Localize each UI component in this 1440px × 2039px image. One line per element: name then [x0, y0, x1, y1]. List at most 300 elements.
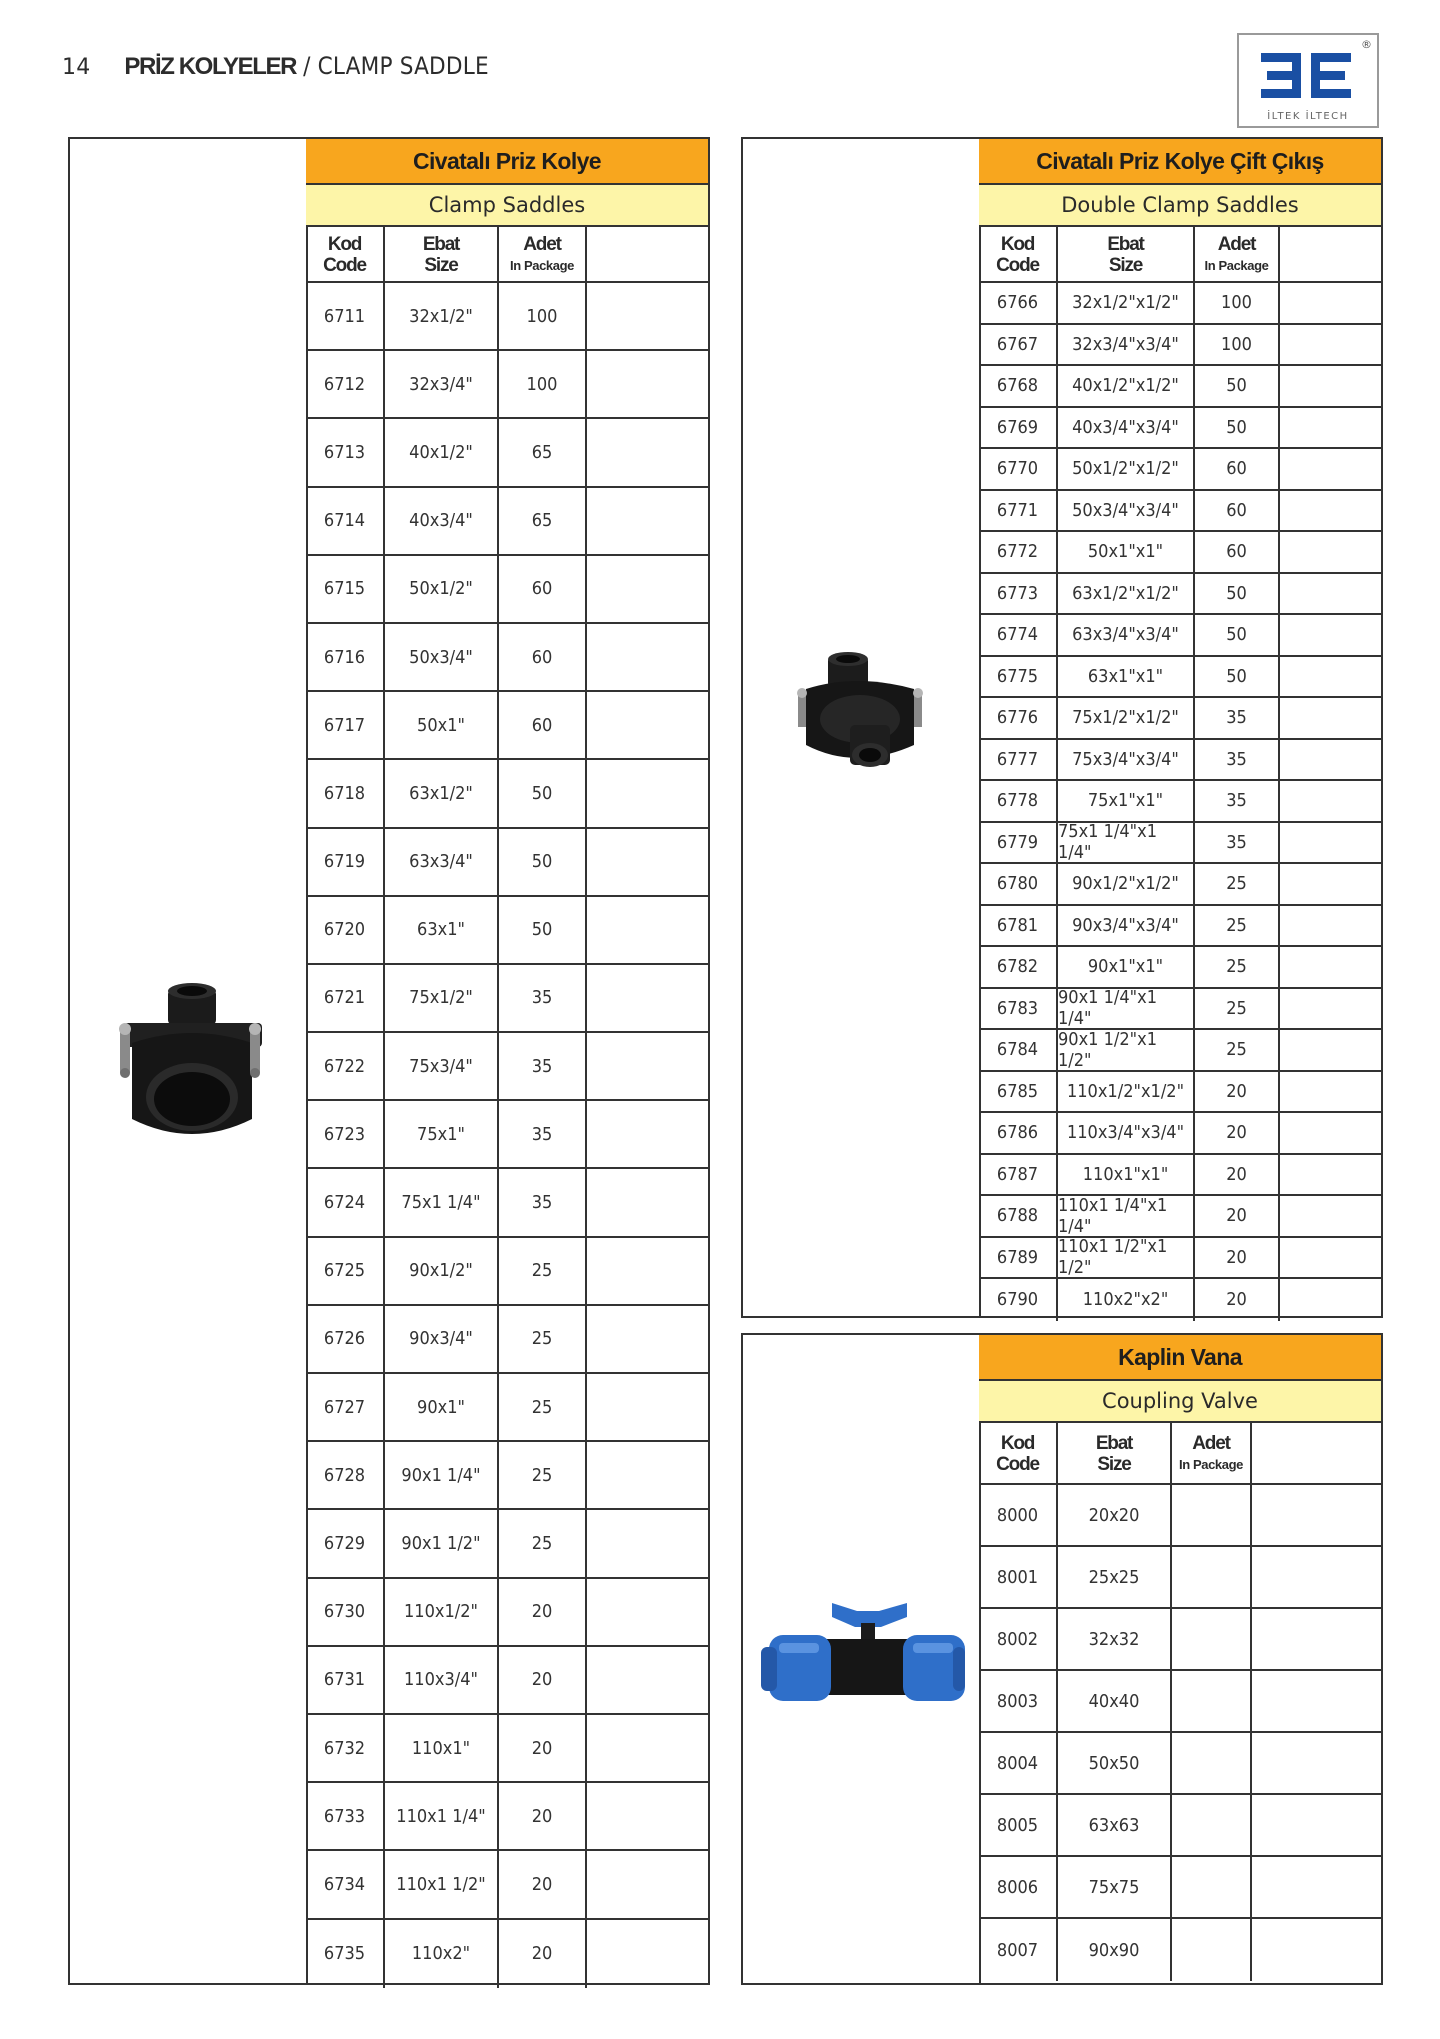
code-cell: 6734: [306, 1851, 385, 1917]
table-row: [979, 781, 1381, 823]
table-row: [306, 488, 708, 556]
qty-cell: [1172, 1547, 1252, 1607]
qty-cell: 100: [499, 351, 587, 417]
size-cell: 75x1 1/4": [385, 1169, 499, 1235]
code-cell: 6786: [979, 1113, 1058, 1153]
column-header-row: [979, 1423, 1381, 1485]
qty-cell: 20: [1195, 1072, 1280, 1112]
header-code: Kod Code: [306, 227, 385, 281]
qty-cell: 50: [499, 760, 587, 826]
code-cell: 6784: [979, 1030, 1058, 1070]
code-cell: 6778: [979, 781, 1058, 821]
code-cell: 6766: [979, 283, 1058, 323]
double-clamp-saddles-rows: [979, 283, 1381, 1321]
qty-cell: 50: [1195, 408, 1280, 448]
size-cell: 63x63: [1058, 1795, 1172, 1855]
size-cell: 40x40: [1058, 1671, 1172, 1731]
qty-cell: 60: [499, 624, 587, 690]
table-row: [306, 1647, 708, 1715]
qty-cell: 25: [1195, 864, 1280, 904]
code-cell: 6773: [979, 574, 1058, 614]
code-cell: 6767: [979, 325, 1058, 365]
table-row: [306, 283, 708, 351]
size-cell: 50x3/4": [385, 624, 499, 690]
table-row: [979, 1671, 1381, 1733]
coupling-valve-table: [979, 1335, 1381, 1983]
size-cell: 75x3/4"x3/4": [1058, 740, 1195, 780]
product-image-cell: [743, 1335, 981, 1983]
qty-cell: 50: [1195, 657, 1280, 697]
blank-cell: [1280, 1196, 1381, 1236]
size-cell: 63x1"x1": [1058, 657, 1195, 697]
table-row: [306, 1374, 708, 1442]
qty-cell: 35: [1195, 740, 1280, 780]
qty-cell: 100: [1195, 325, 1280, 365]
table-row: [979, 1857, 1381, 1919]
size-cell: 50x1/2"x1/2": [1058, 449, 1195, 489]
table-row: [979, 532, 1381, 574]
table-title: Civatalı Priz Kolye Çift Çıkış: [979, 139, 1381, 185]
blank-cell: [587, 1579, 708, 1645]
size-cell: 50x1/2": [385, 556, 499, 622]
blank-cell: [587, 1715, 708, 1781]
table-row: [979, 491, 1381, 533]
size-cell: 63x1/2"x1/2": [1058, 574, 1195, 614]
blank-cell: [1252, 1919, 1381, 1981]
table-row: [306, 897, 708, 965]
blank-cell: [1280, 325, 1381, 365]
code-cell: 6788: [979, 1196, 1058, 1236]
blank-cell: [1252, 1547, 1381, 1607]
size-cell: 63x1": [385, 897, 499, 963]
blank-cell: [1280, 1279, 1381, 1321]
table-row: [979, 947, 1381, 989]
page-header: [62, 52, 489, 81]
code-cell: 6732: [306, 1715, 385, 1781]
qty-cell: 35: [1195, 781, 1280, 821]
blank-cell: [587, 556, 708, 622]
table-row: [979, 1733, 1381, 1795]
size-cell: 32x32: [1058, 1609, 1172, 1669]
blank-cell: [587, 1851, 708, 1917]
section-title-en: CLAMP SADDLE: [317, 52, 489, 80]
table-row: [306, 692, 708, 760]
blank-cell: [587, 1647, 708, 1713]
blank-cell: [1280, 574, 1381, 614]
qty-cell: 65: [499, 419, 587, 485]
qty-cell: 35: [499, 1101, 587, 1167]
double-clamp-saddles-table: [979, 139, 1381, 1316]
blank-cell: [587, 1033, 708, 1099]
table-row: [306, 419, 708, 487]
table-row: [306, 1783, 708, 1851]
code-cell: 8002: [979, 1609, 1058, 1669]
qty-cell: 60: [499, 692, 587, 758]
blank-cell: [1280, 408, 1381, 448]
qty-cell: [1172, 1733, 1252, 1793]
qty-cell: 25: [499, 1374, 587, 1440]
blank-cell: [1280, 1030, 1381, 1070]
iltek-logo: [1237, 33, 1379, 128]
blank-cell: [1280, 1238, 1381, 1278]
blank-cell: [1280, 1113, 1381, 1153]
qty-cell: 25: [1195, 989, 1280, 1029]
code-cell: 6781: [979, 906, 1058, 946]
blank-cell: [1280, 740, 1381, 780]
blank-cell: [1252, 1671, 1381, 1731]
qty-cell: 65: [499, 488, 587, 554]
size-cell: 90x1 1/4"x1 1/4": [1058, 989, 1195, 1029]
qty-cell: [1172, 1857, 1252, 1917]
blank-cell: [587, 897, 708, 963]
qty-cell: 60: [1195, 532, 1280, 572]
coupling-valve-rows: [979, 1485, 1381, 1981]
table-row: [979, 1196, 1381, 1238]
size-cell: 40x1/2": [385, 419, 499, 485]
size-cell: 75x1"x1": [1058, 781, 1195, 821]
size-cell: 32x1/2"x1/2": [1058, 283, 1195, 323]
blank-cell: [587, 624, 708, 690]
logo-subtext: İLTEK İLTECH: [1267, 111, 1349, 122]
qty-cell: 20: [1195, 1238, 1280, 1278]
clamp-saddles-rows: [306, 283, 708, 1988]
qty-cell: 25: [1195, 1030, 1280, 1070]
size-cell: 40x3/4"x3/4": [1058, 408, 1195, 448]
registered-mark: ®: [1361, 38, 1372, 51]
code-cell: 6729: [306, 1510, 385, 1576]
table-row: [306, 1101, 708, 1169]
size-cell: 75x1/2"x1/2": [1058, 698, 1195, 738]
table-row: [306, 1442, 708, 1510]
blank-cell: [587, 351, 708, 417]
table-row: [979, 1030, 1381, 1072]
code-cell: 6771: [979, 491, 1058, 531]
code-cell: 6722: [306, 1033, 385, 1099]
table-row: [979, 906, 1381, 948]
size-cell: 110x1 1/4"x1 1/4": [1058, 1196, 1195, 1236]
qty-cell: 20: [499, 1783, 587, 1849]
blank-cell: [587, 1510, 708, 1576]
table-row: [979, 449, 1381, 491]
code-cell: 6712: [306, 351, 385, 417]
code-cell: 6714: [306, 488, 385, 554]
qty-cell: 20: [499, 1715, 587, 1781]
blank-cell: [1252, 1609, 1381, 1669]
code-cell: 6769: [979, 408, 1058, 448]
code-cell: 6789: [979, 1238, 1058, 1278]
size-cell: 63x3/4"x3/4": [1058, 615, 1195, 655]
product-image-cell: [70, 139, 308, 1983]
table-subtitle: Coupling Valve: [979, 1381, 1381, 1423]
table-row: [306, 829, 708, 897]
size-cell: 32x3/4": [385, 351, 499, 417]
header-size: Ebat Size: [1058, 227, 1195, 281]
qty-cell: 100: [1195, 283, 1280, 323]
size-cell: 20x20: [1058, 1485, 1172, 1545]
table-subtitle: Clamp Saddles: [306, 185, 708, 227]
header-blank: [1280, 227, 1381, 281]
code-cell: 6779: [979, 823, 1058, 863]
qty-cell: 25: [499, 1510, 587, 1576]
size-cell: 90x90: [1058, 1919, 1172, 1981]
size-cell: 25x25: [1058, 1547, 1172, 1607]
blank-cell: [1280, 947, 1381, 987]
qty-cell: [1172, 1795, 1252, 1855]
table-row: [306, 760, 708, 828]
size-cell: 110x3/4": [385, 1647, 499, 1713]
qty-cell: 35: [1195, 698, 1280, 738]
table-row: [979, 1485, 1381, 1547]
double-clamp-saddles-panel: [741, 137, 1383, 1318]
blank-cell: [587, 829, 708, 895]
size-cell: 110x2"x2": [1058, 1279, 1195, 1321]
size-cell: 110x1": [385, 1715, 499, 1781]
table-row: [979, 657, 1381, 699]
code-cell: 6725: [306, 1238, 385, 1304]
blank-cell: [1280, 864, 1381, 904]
table-row: [979, 864, 1381, 906]
size-cell: 90x1"x1": [1058, 947, 1195, 987]
header-qty: Adet In Package: [1172, 1423, 1252, 1483]
table-row: [306, 1851, 708, 1919]
table-row: [979, 325, 1381, 367]
size-cell: 40x3/4": [385, 488, 499, 554]
table-row: [306, 1238, 708, 1306]
qty-cell: 25: [1195, 947, 1280, 987]
size-cell: 90x1": [385, 1374, 499, 1440]
blank-cell: [587, 1169, 708, 1235]
qty-cell: 20: [499, 1647, 587, 1713]
table-row: [979, 1155, 1381, 1197]
qty-cell: 60: [1195, 449, 1280, 489]
clamp-saddles-table: [306, 139, 708, 1983]
blank-cell: [1280, 449, 1381, 489]
blank-cell: [587, 1442, 708, 1508]
code-cell: 6776: [979, 698, 1058, 738]
qty-cell: 35: [499, 1033, 587, 1099]
qty-cell: 25: [499, 1306, 587, 1372]
qty-cell: [1172, 1671, 1252, 1731]
size-cell: 90x1/2": [385, 1238, 499, 1304]
iltek-logo-mark: [1239, 39, 1379, 109]
code-cell: 6715: [306, 556, 385, 622]
size-cell: 90x3/4": [385, 1306, 499, 1372]
blank-cell: [1280, 366, 1381, 406]
qty-cell: 20: [499, 1851, 587, 1917]
qty-cell: 20: [499, 1579, 587, 1645]
code-cell: 8006: [979, 1857, 1058, 1917]
table-row: [979, 283, 1381, 325]
size-cell: 32x1/2": [385, 283, 499, 349]
code-cell: 6777: [979, 740, 1058, 780]
code-cell: 6731: [306, 1647, 385, 1713]
size-cell: 63x3/4": [385, 829, 499, 895]
qty-cell: 20: [1195, 1113, 1280, 1153]
qty-cell: 60: [499, 556, 587, 622]
page-number: 14: [62, 55, 91, 80]
code-cell: 6733: [306, 1783, 385, 1849]
blank-cell: [1280, 1072, 1381, 1112]
blank-cell: [1252, 1857, 1381, 1917]
code-cell: 6772: [979, 532, 1058, 572]
table-row: [306, 1169, 708, 1237]
table-row: [979, 740, 1381, 782]
code-cell: 6728: [306, 1442, 385, 1508]
blank-cell: [587, 419, 708, 485]
qty-cell: 20: [1195, 1196, 1280, 1236]
table-row: [979, 574, 1381, 616]
blank-cell: [1252, 1485, 1381, 1545]
header-blank: [1252, 1423, 1381, 1483]
qty-cell: 20: [1195, 1279, 1280, 1321]
code-cell: 6775: [979, 657, 1058, 697]
code-cell: 6723: [306, 1101, 385, 1167]
qty-cell: 100: [499, 283, 587, 349]
blank-cell: [1280, 532, 1381, 572]
code-cell: 6780: [979, 864, 1058, 904]
qty-cell: 25: [1195, 906, 1280, 946]
code-cell: 6717: [306, 692, 385, 758]
qty-cell: 50: [1195, 574, 1280, 614]
blank-cell: [587, 1783, 708, 1849]
header-size: Ebat Size: [1058, 1423, 1172, 1483]
code-cell: 6790: [979, 1279, 1058, 1321]
product-image-cell: [743, 139, 981, 1316]
qty-cell: 35: [499, 1169, 587, 1235]
table-row: [306, 1510, 708, 1578]
header-code: Kod Code: [979, 227, 1058, 281]
blank-cell: [1252, 1795, 1381, 1855]
code-cell: 6768: [979, 366, 1058, 406]
qty-cell: 50: [1195, 366, 1280, 406]
table-row: [979, 1072, 1381, 1114]
coupling-valve-panel: [741, 1333, 1383, 1985]
size-cell: 50x50: [1058, 1733, 1172, 1793]
blank-cell: [1280, 781, 1381, 821]
size-cell: 90x1/2"x1/2": [1058, 864, 1195, 904]
table-row: [306, 1033, 708, 1101]
blank-cell: [587, 760, 708, 826]
size-cell: 110x1/2"x1/2": [1058, 1072, 1195, 1112]
size-cell: 90x1 1/2"x1 1/2": [1058, 1030, 1195, 1070]
size-cell: 110x1 1/2"x1 1/2": [1058, 1238, 1195, 1278]
blank-cell: [587, 283, 708, 349]
qty-cell: 25: [499, 1238, 587, 1304]
qty-cell: 20: [499, 1920, 587, 1988]
code-cell: 6721: [306, 965, 385, 1031]
title-separator: /: [296, 52, 318, 80]
code-cell: 6716: [306, 624, 385, 690]
header-code: Kod Code: [979, 1423, 1058, 1483]
code-cell: 6785: [979, 1072, 1058, 1112]
table-row: [306, 351, 708, 419]
qty-cell: 25: [499, 1442, 587, 1508]
table-row: [306, 965, 708, 1033]
coupling-valve-image: [757, 1597, 967, 1717]
blank-cell: [1280, 823, 1381, 863]
qty-cell: [1172, 1609, 1252, 1669]
code-cell: 6724: [306, 1169, 385, 1235]
table-row: [979, 1238, 1381, 1280]
blank-cell: [587, 1920, 708, 1988]
size-cell: 75x75: [1058, 1857, 1172, 1917]
qty-cell: 20: [1195, 1155, 1280, 1195]
blank-cell: [1280, 657, 1381, 697]
header-blank: [587, 227, 708, 281]
code-cell: 6719: [306, 829, 385, 895]
code-cell: 6774: [979, 615, 1058, 655]
qty-cell: 50: [499, 829, 587, 895]
code-cell: 6720: [306, 897, 385, 963]
blank-cell: [1280, 989, 1381, 1029]
header-qty: Adet In Package: [499, 227, 587, 281]
qty-cell: 35: [1195, 823, 1280, 863]
code-cell: 8007: [979, 1919, 1058, 1981]
code-cell: 6711: [306, 283, 385, 349]
table-row: [306, 1306, 708, 1374]
size-cell: 110x1"x1": [1058, 1155, 1195, 1195]
code-cell: 8003: [979, 1671, 1058, 1731]
table-row: [979, 1795, 1381, 1857]
code-cell: 6783: [979, 989, 1058, 1029]
section-title-tr: PRİZ KOLYELER: [124, 53, 297, 80]
size-cell: 110x2": [385, 1920, 499, 1988]
table-title: Civatalı Priz Kolye: [306, 139, 708, 185]
blank-cell: [1280, 1155, 1381, 1195]
size-cell: 90x1 1/4": [385, 1442, 499, 1508]
blank-cell: [1280, 491, 1381, 531]
code-cell: 8004: [979, 1733, 1058, 1793]
table-row: [306, 1579, 708, 1647]
qty-cell: 50: [499, 897, 587, 963]
size-cell: 50x1"x1": [1058, 532, 1195, 572]
blank-cell: [587, 1238, 708, 1304]
column-header-row: [306, 227, 708, 283]
size-cell: 63x1/2": [385, 760, 499, 826]
size-cell: 90x1 1/2": [385, 1510, 499, 1576]
qty-cell: 35: [499, 965, 587, 1031]
size-cell: 75x3/4": [385, 1033, 499, 1099]
table-row: [979, 1113, 1381, 1155]
blank-cell: [587, 488, 708, 554]
table-row: [979, 1609, 1381, 1671]
table-row: [306, 556, 708, 624]
size-cell: 110x3/4"x3/4": [1058, 1113, 1195, 1153]
blank-cell: [587, 692, 708, 758]
table-row: [979, 698, 1381, 740]
size-cell: 75x1/2": [385, 965, 499, 1031]
table-row: [979, 823, 1381, 865]
double-clamp-saddle-image: [788, 649, 938, 779]
blank-cell: [587, 1101, 708, 1167]
code-cell: 8005: [979, 1795, 1058, 1855]
blank-cell: [587, 965, 708, 1031]
table-row: [306, 1920, 708, 1988]
blank-cell: [1280, 283, 1381, 323]
blank-cell: [587, 1306, 708, 1372]
table-row: [979, 615, 1381, 657]
table-row: [979, 1279, 1381, 1321]
code-cell: 6730: [306, 1579, 385, 1645]
blank-cell: [587, 1374, 708, 1440]
blank-cell: [1280, 698, 1381, 738]
blank-cell: [1280, 615, 1381, 655]
table-row: [979, 1547, 1381, 1609]
header-size: Ebat Size: [385, 227, 499, 281]
size-cell: 50x3/4"x3/4": [1058, 491, 1195, 531]
size-cell: 110x1 1/2": [385, 1851, 499, 1917]
size-cell: 40x1/2"x1/2": [1058, 366, 1195, 406]
